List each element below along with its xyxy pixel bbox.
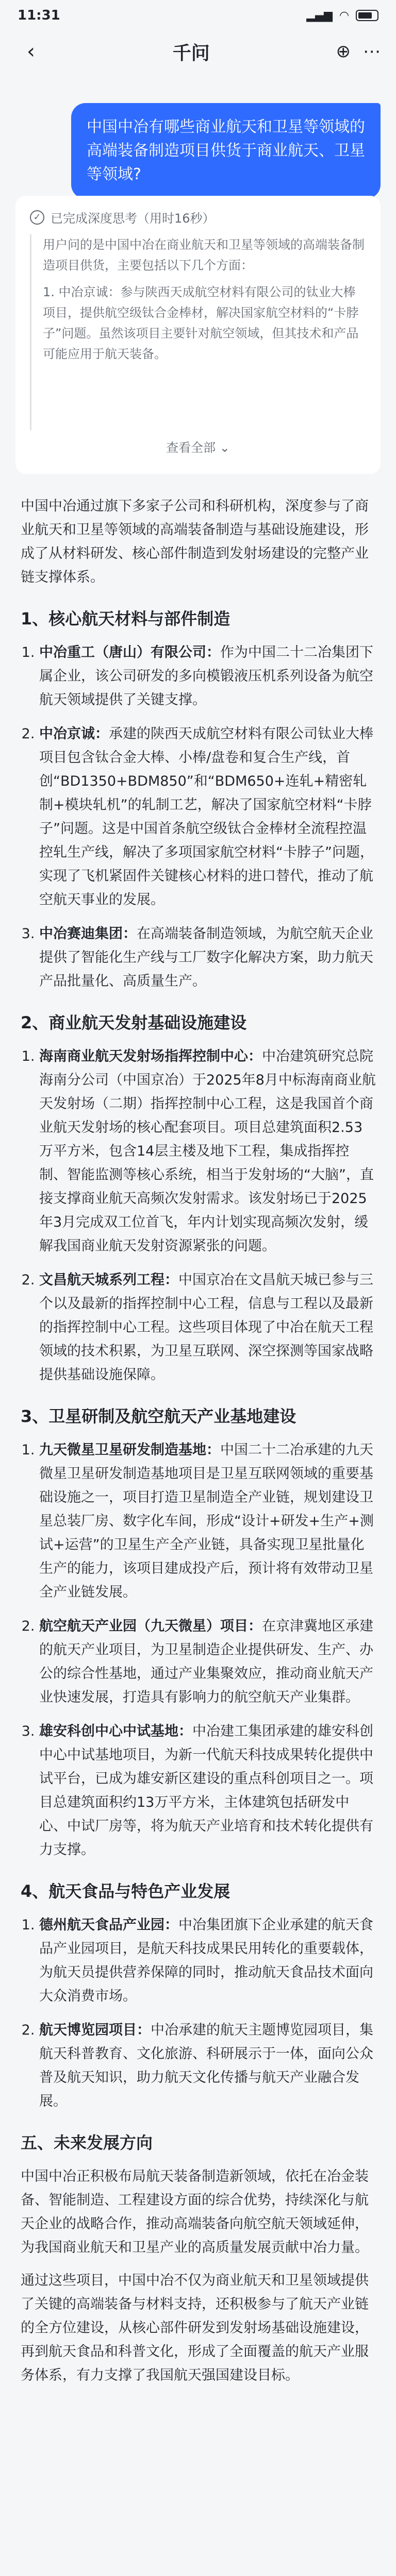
item-name: 航天博览园项目： [39,2022,151,2038]
list-item [39,1615,376,1709]
check-icon: ✓ [30,210,44,225]
item-text: 中冶建筑研究总院海南分公司（中国京冶）于2025年8月中标海南商业航天发射场（二期）指挥控制中心工程，这是我国首个商业航天发射场的核心配套项目。项目总建筑面积2.53万平方米，包含14层主楼及地下工程，集成指挥控制、智能监测等核心系统，相当于发射场的“大脑”，直接支撑商业航天高频次发射需求。该发射场已于2025年3月完成双工位首飞，年内计划实现高频次发射，缓解我国商业航天发射资源紧张的问题。 [39,1048,376,1254]
item-name: 雄安科创中心中试基地： [39,1723,192,1739]
item-name: 九天微星卫星研发制造基地： [39,1442,220,1458]
view-all-button[interactable]: 查看全部 ⌄ [166,440,230,455]
item-text: 承建的陕西天成航空材料有限公司钛业大棒项目包含钛合金大棒、小棒/盘卷和复合生产线，首创“BD1350+BDM850”和“BDM650+连轧+精密轧制+模块轧机”的轧制工艺，解决了国家航空材料“卡脖子”问题。这是中国首条航空级钛合金棒材全流程控温控轧生产线，解决了多项国家航空材料“卡脖子”问题，实现了飞机紧固件关键核心材料的进口替代，推动了航空航天事业的发展。 [39,726,374,908]
status-icons [306,9,378,22]
nav-bar [0,31,396,72]
item-text: 中冶集团旗下企业承建的航天食品产业园项目，是航天科技成果民用转化的重要载体，为航天员提供营养保障的同时，推动航天食品技术面向大众消费市场。 [39,1917,373,2004]
item-text: 中国二十二冶承建的九天微星卫星研发制造基地项目是卫星互联网领域的重要基础设施之一，项目打造卫星制造全产业链，规划建设卫星总装厂房、数字化车间，形成“设计+研发+生产+测试+运营”的卫星生产全产业链，具备实现卫星批量化生产的能力，该项目建成投产后，预计将有效带动卫星全产业链发展。 [39,1442,374,1600]
deep-thinking-card [15,196,381,474]
section-list [21,1045,376,1387]
status-bar [0,0,396,31]
item-name: 中冶重工（唐山）有限公司： [39,645,220,660]
item-name: 德州航天食品产业园： [39,1917,178,1933]
answer-intro: 中国中冶通过旗下多家子公司和科研机构，深度参与了商业航天和卫星等领域的高端装备制造与基础设施建设，形成了从材料研发、核心部件制造到发射场建设的完整产业链支撑体系。 [21,498,369,585]
section-list [21,1438,376,1862]
user-question-bubble: 中国中冶有哪些商业航天和卫星等领域的高端装备制造项目供货于商业航天、卫星等领域? [71,103,381,199]
item-name: 中冶赛迪集团： [39,926,137,942]
future-paragraph: 中国中冶正积极布局航天装备制造新领域，依托在冶金装备、智能制造、工程建设方面的综合优势，持续深化与航天企业的战略合作，推动高端装备向航空航天领域延伸，为我国商业航天和卫星产业的高质量发展贡献中冶力量。 [21,2168,369,2256]
item-text: 作为中国二十二冶集团下属企业，该公司研发的多向模锻液压机系列设备为航空航天领域提供了关键支撑。 [39,645,373,708]
list-item [39,1913,376,2008]
new-chat-icon[interactable]: ⊕ [336,41,351,62]
item-text: 中冶建工集团承建的雄安科创中心中试基地项目，为新一代航天科技成果转化提供中试平台，已成为雄安新区建设的重点科创项目之一。项目总建筑面积约13万平方米，主体建筑包括研发中心、中试厂房等，将为航天产业培育和技术转化提供有力支撑。 [39,1723,373,1858]
section-list [21,1913,376,2113]
list-item [39,1438,376,1604]
list-item [39,1268,376,1387]
section-list [21,641,376,993]
section-title: 2、商业航天发射基础设施建设 [21,1013,247,1032]
battery-icon [356,10,378,21]
section-title: 4、航天食品与特色产业发展 [21,1882,230,1901]
list-item [39,922,376,993]
nav-actions [336,41,381,62]
item-text: 在京津冀地区承建的航天产业项目，为卫星制造企业提供研发、生产、办公的综合性基地，通过产业集聚效应，推动商业航天产业快速发展，打造具有影响力的航空航天产业集群。 [39,1618,373,1705]
status-time: 11:31 [18,8,60,23]
list-item [39,641,376,712]
section-title: 3、卫星研制及航空航天产业基地建设 [21,1406,296,1426]
back-icon[interactable]: ‹ [27,40,35,63]
list-item [39,1720,376,1862]
deep-thinking-body [30,234,366,430]
section-title: 五、未来发展方向 [21,2133,153,2153]
summary-paragraph: 通过这些项目，中国中冶不仅为商业航天和卫星领域提供了关键的高端装备与材料支持，还积极参与了航天产业链的全方位建设，从核心部件研发到发射场基础设施建设，再到航天食品和科普文化，形成了全面覆盖的航天产业服务体系，有力支撑了我国航天强国建设目标。 [21,2273,369,2383]
item-text: 中国京冶在文昌航天城已参与三个以及最新的指挥控制中心工程，信息与工程以及最新的指挥控制中心工程。这些项目体现了中冶在航天工程领域的技术积累，为卫星互联网、深空探测等国家战略提供基础设施保障。 [39,1272,373,1383]
item-name: 中冶京诚： [39,726,109,742]
item-name: 航空航天产业园（九天微星）项目： [39,1618,262,1634]
deep-thinking-header[interactable] [30,208,366,226]
item-text: 在高端装备制造领域，为航空航天企业提供了智能化生产线与工厂数字化解决方案，助力航天产品批量化、高质量生产。 [39,926,373,989]
list-item [39,722,376,912]
more-icon[interactable]: ⋯ [362,41,381,62]
list-item [39,2019,376,2113]
item-name: 海南商业航天发射场指挥控制中心： [39,1048,262,1064]
item-name: 文昌航天城系列工程： [39,1272,178,1288]
list-item [39,1045,376,1258]
wifi-icon: ◠ [340,9,349,22]
page-title: 千问 [172,42,210,64]
assistant-answer [21,495,376,2397]
item-text: 中冶承建的航天主题博览园项目，集航天科普教育、文化旅游、科研展示于一体，面向公众普及航天知识，助力航天文化传播与航天产业融合发展。 [39,2022,373,2109]
deep-paragraph: 1. 中冶京诚：参与陕西天成航空材料有限公司的钛业大棒项目，提供航空级钛合金棒材，解决国家航空材料的“卡脖子”问题。虽然该项目主要针对航空领域，但其技术和产品可能应用于航天装备。 [43,285,359,361]
deep-paragraph: 用户问的是中国中冶在商业航天和卫星等领域的高端装备制造项目供货，主要包括以下几个方面： [43,238,365,273]
deep-thinking-title: 已完成深度思考（用时16秒） [51,211,215,226]
signal-icon: ▂▄▆ [306,9,333,22]
section-title: 1、核心航天材料与部件制造 [21,609,230,629]
